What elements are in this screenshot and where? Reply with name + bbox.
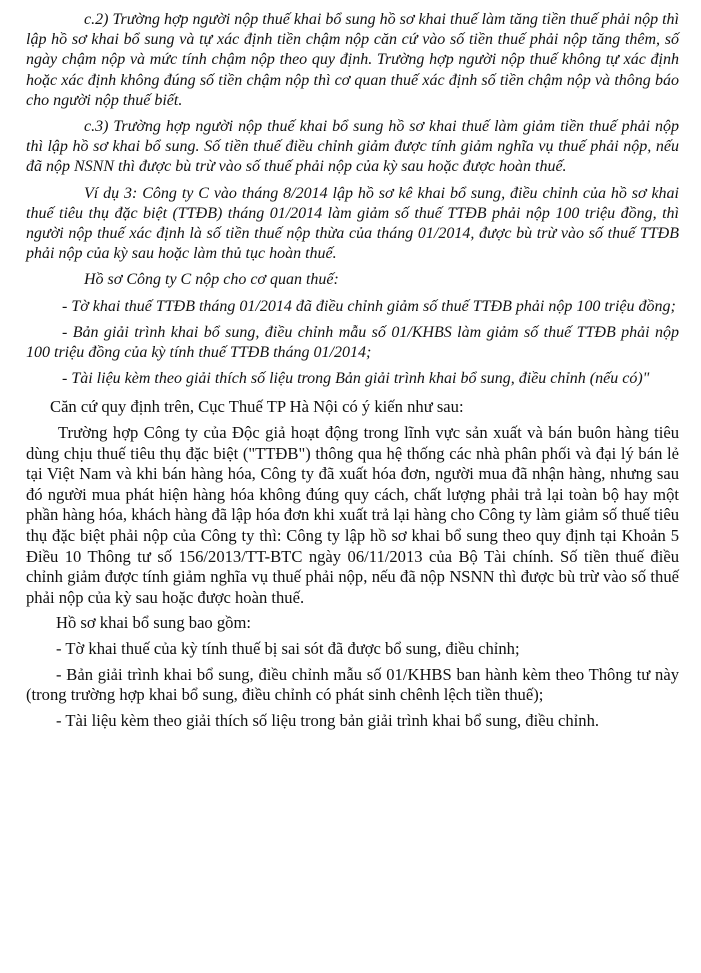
paragraph-example-3: Ví dụ 3: Công ty C vào tháng 8/2014 lập hồ sơ kê khai bổ sung, điều chỉnh của hồ sơ khai thuế tiêu thụ đặc biệt (TTĐB) tháng 01/2014 làm giảm số thuế TTĐB phải nộp 100 triệu đồng, thì người nộp thuế xác định là số tiền thuế nộp thừa của tháng 01/2014, được bù trừ vào số thuế TTĐB phải nộp của kỳ sau hoặc làm thủ tục hoàn thuế. <box>26 184 679 263</box>
paragraph-dossier-heading: Hồ sơ Công ty C nộp cho cơ quan thuế: <box>84 271 339 289</box>
quoted-list-item: - Bản giải trình khai bổ sung, điều chỉnh mẫu số 01/KHBS làm giảm số thuế TTĐB phải nộp 100 triệu đồng của kỳ tính thuế TTĐB tháng 01/2014; <box>26 323 679 362</box>
opinion-body: Trường hợp Công ty của Độc giả hoạt động trong lĩnh vực sản xuất và bán buôn hàng tiêu dùng chịu thuế tiêu thụ đặc biệt ("TTĐB") thông qua hệ thống các nhà phân phối và đại lý bán lẻ tại Việt Nam và khi bán hàng hóa, Công ty đã xuất hóa đơn, người mua đã nhận hàng, nhưng sau đó người mua phát hiện hàng hóa không đúng quy cách, chất lượng phải trả lại toàn bộ hay một phần hàng hóa, khách hàng đã lập hóa đơn khi xuất trả lại hàng cho Công ty làm giảm số thuế tiêu thụ đặc biệt phải nộp của Công ty thì: Công ty lập hồ sơ khai bổ sung theo quy định tại Khoản 5 Điều 10 Thông tư số 156/2013/TT-BTC ngày 06/11/2013 của Bộ Tài chính. Số tiền thuế điều chỉnh giảm được tính giảm nghĩa vụ thuế phải nộp, nếu đã nộp NSNN thì được bù trừ vào số thuế phải nộp của kỳ sau hoặc được hoàn thuế. <box>26 423 679 607</box>
paragraph-c2: c.2) Trường hợp người nộp thuế khai bổ sung hồ sơ khai thuế làm tăng tiền thuế phải nộp thì lập hồ sơ khai bổ sung và tự xác định tiền chậm nộp căn cứ vào số tiền thuế phải nộp tăng thêm, số ngày chậm nộp và mức tính chậm nộp theo quy định. Trường hợp người nộp thuế không tự xác định hoặc xác định không đúng số tiền chậm nộp thì cơ quan thuế xác định số tiền chậm nộp và thông báo cho người nộp thuế biết. <box>26 11 679 109</box>
paragraph-c3: c.3) Trường hợp người nộp thuế khai bổ sung hồ sơ khai thuế làm giảm tiền thuế phải nộp thì lập hồ sơ khai bổ sung. Số tiền thuế điều chỉnh giảm được tính giảm nghĩa vụ thuế phải nộp, nếu đã nộp NSNN thì được bù trừ vào số thuế phải nộp của kỳ sau hoặc được hoàn thuế. <box>26 118 679 176</box>
opinion-lead: Căn cứ quy định trên, Cục Thuế TP Hà Nội có ý kiến như sau: <box>50 397 464 417</box>
quoted-list-item: - Tờ khai thuế TTĐB tháng 01/2014 đã điều chỉnh giảm số thuế TTĐB phải nộp 100 triệu đồng; <box>62 297 676 315</box>
quoted-regulation <box>26 10 679 389</box>
opinion-list-item: - Bản giải trình khai bổ sung, điều chỉnh mẫu số 01/KHBS ban hành kèm theo Thông tư này (trong trường hợp khai bổ sung, điều chỉnh có phát sinh chênh lệch tiền thuế); <box>26 664 679 705</box>
quoted-list-item: - Tài liệu kèm theo giải thích số liệu trong Bản giải trình khai bổ sung, điều chỉnh (nếu có)" <box>62 370 650 388</box>
tax-department-opinion <box>26 397 679 731</box>
opinion-list-item: - Tờ khai thuế của kỳ tính thuế bị sai sót đã được bổ sung, điều chỉnh; <box>56 638 520 658</box>
opinion-list-item: - Tài liệu kèm theo giải thích số liệu trong bản giải trình khai bổ sung, điều chỉnh. <box>56 710 600 730</box>
opinion-list-heading: Hồ sơ khai bổ sung bao gồm: <box>56 613 251 633</box>
